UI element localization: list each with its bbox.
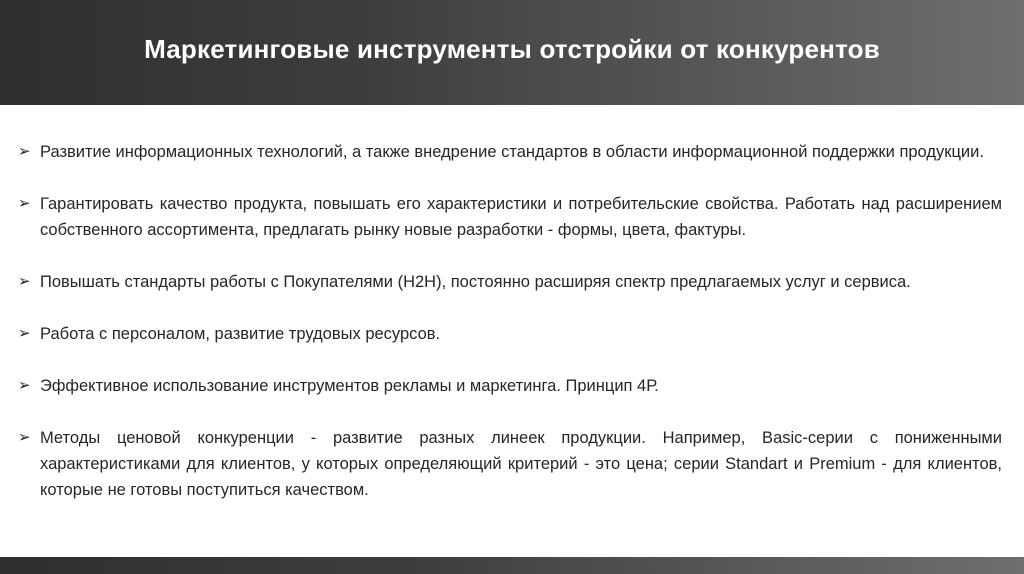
- arrow-bullet-icon: ➢: [18, 429, 31, 446]
- bullet-text: Гарантировать качество продукта, повышать его характеристики и потребительские свойства. Работать над расширением собственного ассортимента, предлагать рынку новые разработки - формы, цвета, фактуры.: [40, 195, 1002, 239]
- bullet-item: [0, 425, 1024, 503]
- bullet-text: Развитие информационных технологий, а также внедрение стандартов в области информационной поддержки продукции.: [40, 143, 984, 161]
- arrow-bullet-icon: ➢: [18, 273, 31, 290]
- bullet-item: [0, 139, 1024, 165]
- bullet-text: Работа с персоналом, развитие трудовых ресурсов.: [40, 325, 441, 343]
- bullet-text: Повышать стандарты работы с Покупателями (Н2Н), постоянно расширяя спектр предлагаемых услуг и сервиса.: [40, 273, 911, 291]
- footer-bar: [0, 557, 1024, 574]
- arrow-bullet-icon: ➢: [18, 195, 31, 212]
- bullet-list: [0, 139, 1024, 529]
- bullet-text: Методы ценовой конкуренции - развитие разных линеек продукции. Например, Basic-серии с пониженными характеристиками для клиентов, у которых определяющий критерий - это цена; серии Standart и Premium - для клиентов, которые не готовы поступиться качеством.: [40, 429, 1002, 499]
- arrow-bullet-icon: ➢: [18, 377, 31, 394]
- arrow-bullet-icon: ➢: [18, 325, 31, 342]
- title-bar: [0, 0, 1024, 105]
- bullet-item: [0, 269, 1024, 295]
- bullet-item: [0, 191, 1024, 243]
- bullet-item: [0, 321, 1024, 347]
- bullet-text: Эффективное использование инструментов рекламы и маркетинга. Принцип 4Р.: [40, 377, 659, 395]
- bullet-item: [0, 373, 1024, 399]
- slide-title: Маркетинговые инструменты отстройки от конкурентов: [144, 34, 880, 64]
- arrow-bullet-icon: ➢: [18, 143, 31, 160]
